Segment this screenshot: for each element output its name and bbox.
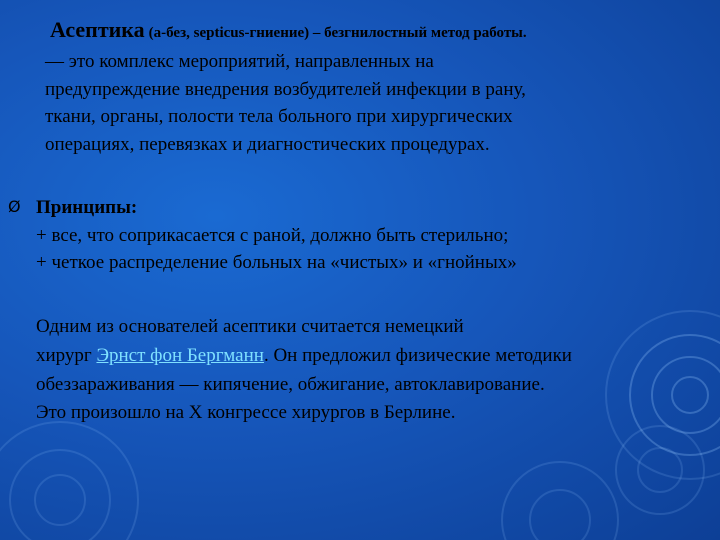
bergmann-link[interactable]: Эрнст фон Бергманн	[96, 345, 264, 366]
definition-line: ткани, органы, полости тела больного при хирургических	[45, 106, 513, 127]
title-term: Асептика	[50, 17, 145, 42]
founders-line	[36, 341, 716, 370]
principle-item: + четкое распределение больных на «чистых» и «гнойных»	[36, 252, 517, 273]
founders-text: . Он предложил физические методики	[263, 345, 572, 366]
slide-title	[50, 17, 527, 43]
founders-line: Одним из основателей асептики считается немецкий	[36, 316, 464, 337]
title-etymology: (а-без, septicus-гниение) – безгнилостный метод работы.	[148, 25, 527, 41]
definition-line: предупреждение внедрения возбудителей инфекции в рану,	[45, 78, 526, 100]
principles-block	[36, 194, 706, 277]
principle-item: + все, что соприкасается с раной, должно быть стерильно;	[36, 224, 509, 246]
congress-text: Это произошло на X конгрессе хирургов в Берлине.	[36, 402, 456, 423]
arrow-bullet-icon: Ø	[8, 197, 21, 216]
definition-line: — это комплекс мероприятий, направленных на	[45, 51, 434, 72]
definition-line: операциях, перевязках и диагностических процедурах.	[45, 133, 490, 155]
founders-line: обеззараживания — кипячение, обжигание, автоклавирование.	[36, 374, 545, 395]
definition-text	[45, 48, 705, 158]
founders-paragraph	[36, 312, 716, 399]
principles-heading: Принципы:	[36, 197, 138, 218]
founders-text: хирург	[36, 345, 97, 366]
